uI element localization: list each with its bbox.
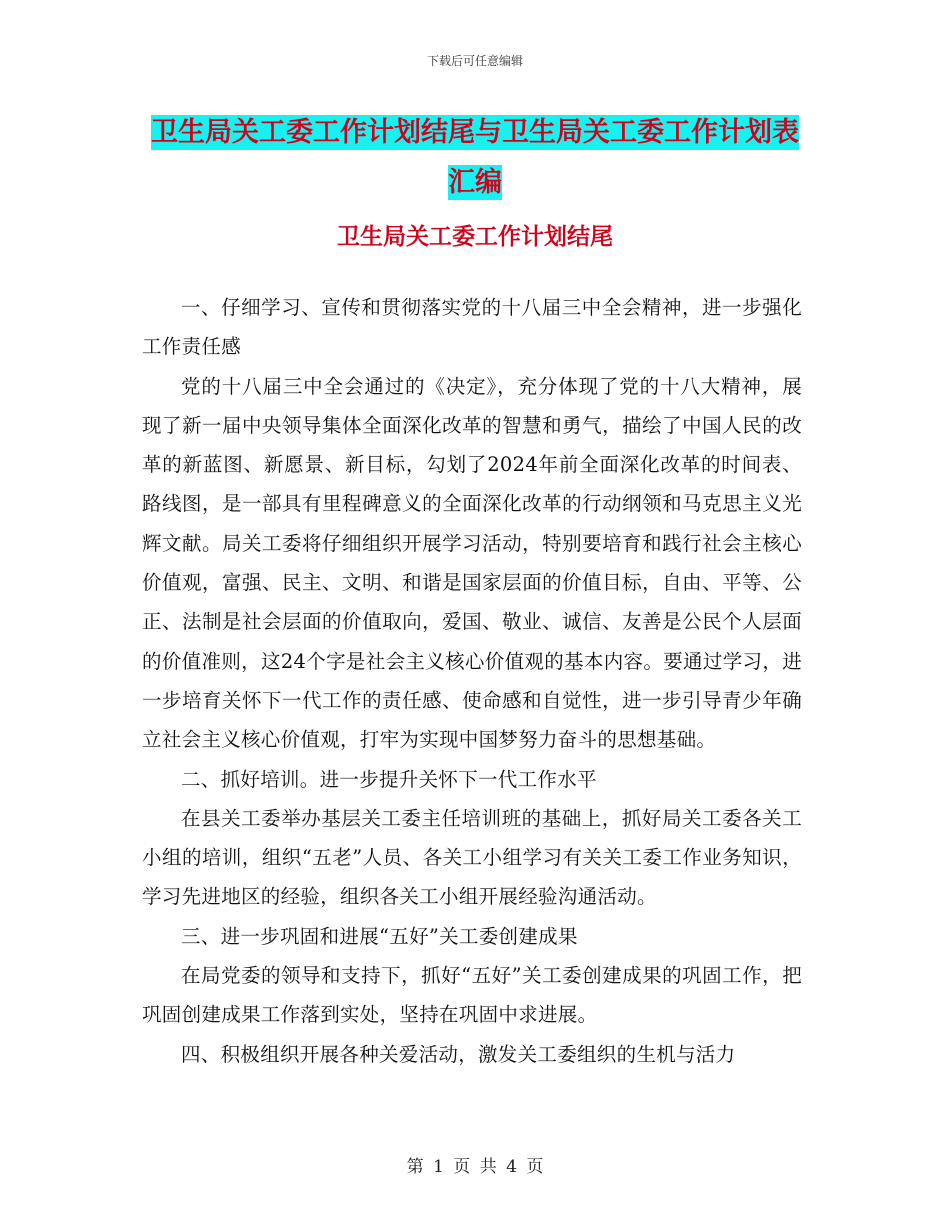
document-title-text: 卫生局关工委工作计划结尾与卫生局关工委工作计划表汇编 <box>151 117 799 198</box>
document-title <box>140 108 810 208</box>
paragraph-5: 三、进一步巩固和进展“五好”关工委创建成果 <box>181 924 578 948</box>
paragraph-6: 在局党委的领导和支持下，抓好“五好”关工委创建成果的巩固工作，把巩固创建成果工作落到实处，坚持在巩固中求进展。 <box>142 964 802 1027</box>
paragraph-2: 党的十八届三中全会通过的《决定》，充分体现了党的十八大精神，展现了新一届中央领导集体全面深化改革的智慧和勇气，描绘了中国人民的改革的新蓝图、新愿景、新目标，勾划了2024年前全面深化改革的时间表、路线图，是一部具有里程碑意义的全面深化改革的行动纲领和马克思主义光辉文献。局关工委将仔细组织开展学习活动，特别要培育和践行社会主核心价值观，富强、民主、文明、和谐是国家层面的价值目标，自由、平等、公正、法制是社会层面的价值取向，爱国、敬业、诚信、友善是公民个人层面的价值准则，这24个字是社会主义核心价值观的基本内容。要通过学习，进一步培育关怀下一代工作的责任感、使命感和自觉性，进一步引导青少年确立社会主义核心价值观，打牢为实现中国梦努力奋斗的思想基础。 <box>142 374 802 752</box>
paragraph-7: 四、积极组织开展各种关爱活动，激发关工委组织的生机与活力 <box>181 1042 736 1066</box>
paragraph-1: 一、仔细学习、宣传和贯彻落实党的十八届三中全会精神，进一步强化工作责任感 <box>142 296 802 359</box>
section-title: 卫生局关工委工作计划结尾 <box>337 224 613 250</box>
paragraph-4: 在县关工委举办基层关工委主任培训班的基础上，抓好局关工委各关工小组的培训，组织“五老”人员、各关工小组学习有关关工委工作业务知识，学习先进地区的经验，组织各关工小组开展经验沟通活动。 <box>142 806 802 909</box>
page-footer: 第 1 页 共 4 页 <box>406 1157 544 1177</box>
header-note: 下载后可任意编辑 <box>426 54 523 68</box>
paragraph-3: 二、抓好培训。进一步提升关怀下一代工作水平 <box>181 767 597 791</box>
document-body <box>142 288 802 1074</box>
